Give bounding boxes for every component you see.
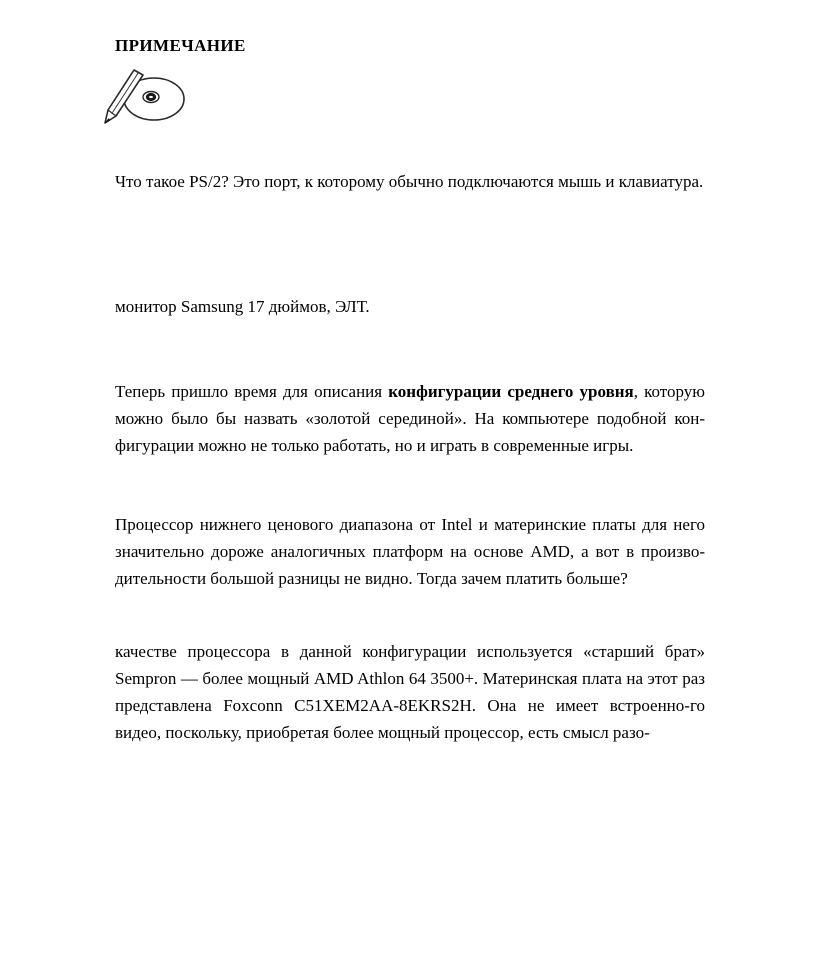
paragraph-ps2: Что такое PS/2? Это порт, к которому обычно подключаются мышь и клавиатура. bbox=[115, 172, 704, 191]
paragraph-mid-config bbox=[115, 378, 705, 459]
paragraph-monitor: монитор Samsung 17 дюймов, ЭЛТ. bbox=[115, 297, 370, 316]
paragraph-sempron: качестве процессора в данной конфигурации используется «старший брат» Sempron — более мощный AMD Athlon 64 3500+. Материнская плата на этот раз представлена Foxconn C51XEM2AA-8EKRS2H. Она не имеет встроенно-го видео, поскольку, приобретая более мощный процессор, есть смысл разо- bbox=[115, 642, 705, 742]
pencil-and-disc-icon bbox=[97, 68, 189, 128]
note-heading: ПРИМЕЧАНИЕ bbox=[115, 36, 246, 55]
mid-config-text-pre: Теперь пришло время для описания bbox=[115, 382, 389, 401]
mid-config-text-post: , которую можно было бы назвать «золотой серединой». На компьютере подобной кон-фигурации можно не только работать, но и играть в современные игры. bbox=[115, 382, 705, 455]
mid-config-bold-text: конфигурации среднего уровня bbox=[388, 382, 634, 401]
paragraph-intel-amd: Процессор нижнего ценового диапазона от Intel и материнские платы для него значительно дороже аналогичных платформ на основе AMD, а вот в произво-дительности большой разницы не видно. Тогда зачем платить больше? bbox=[115, 515, 705, 588]
